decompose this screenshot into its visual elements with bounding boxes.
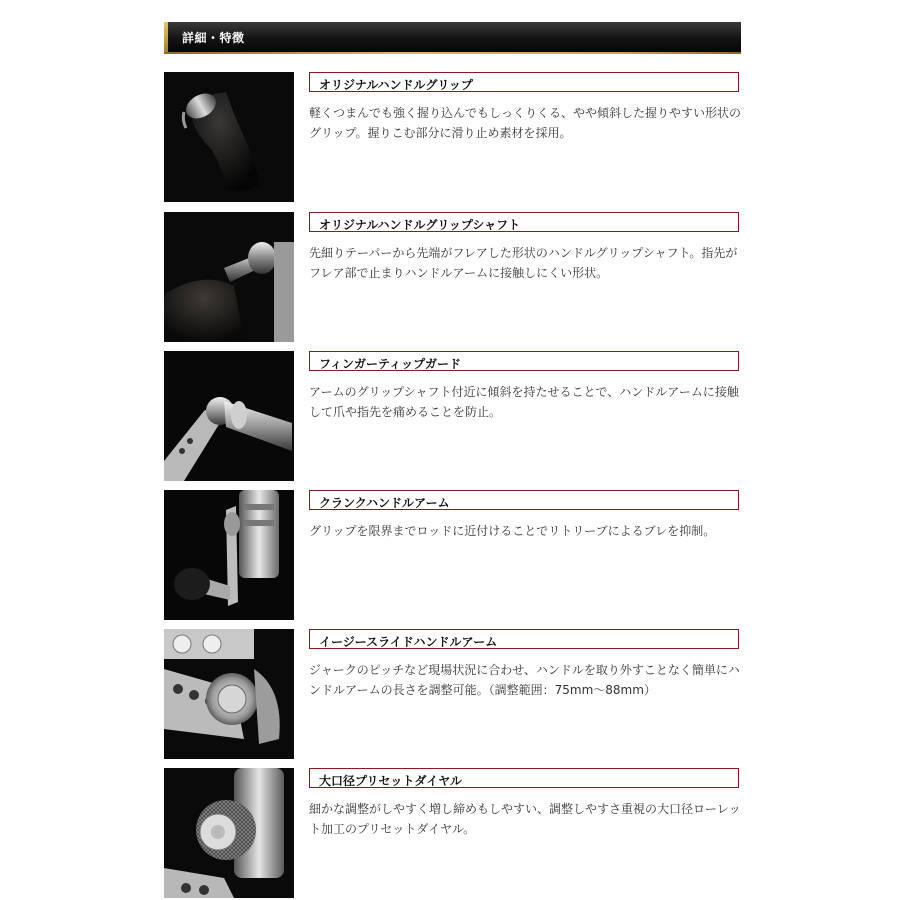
feature-title: フィンガーティップガード <box>309 351 739 371</box>
feature-description: ジャークのピッチなど現場状況に合わせ、ハンドルを取り外すことなく簡単にハンドルアームの長さを調整可能。（調整範囲：75mm～88mm） <box>309 663 740 697</box>
feature-title: オリジナルハンドルグリップシャフト <box>309 212 739 232</box>
feature-description: グリップを限界までロッドに近付けることでリトリーブによるブレを抑制。 <box>309 524 716 538</box>
feature-title: オリジナルハンドルグリップ <box>309 72 739 92</box>
feature-item-finger-tip-guard <box>164 351 741 481</box>
section-header <box>164 22 741 52</box>
feature-photo-finger-tip-guard <box>164 351 294 481</box>
feature-title: イージースライドハンドルアーム <box>309 629 739 649</box>
feature-description: 軽くつまんでも強く握り込んでもしっくりくる、やや傾斜した握りやすい形状のグリップ。握りこむ部分に滑り止め素材を採用。 <box>309 106 742 140</box>
feature-photo-easy-slide-handle-arm <box>164 629 294 759</box>
feature-item-easy-slide-handle-arm <box>164 629 741 759</box>
feature-photo-preset-dial <box>164 768 294 898</box>
feature-item-crank-handle-arm <box>164 490 741 620</box>
feature-photo-crank-handle-arm <box>164 490 294 620</box>
feature-description: 細かな調整がしやすく増し締めもしやすい、調整しやすさ重視の大口径ローレット加工のプリセットダイヤル。 <box>309 802 741 836</box>
feature-description: アームのグリップシャフト付近に傾斜を持たせることで、ハンドルアームに接触して爪や指先を痛めることを防止。 <box>309 385 739 419</box>
feature-photo-grip <box>164 72 294 202</box>
section-title: 詳細・特徴 <box>182 31 245 45</box>
feature-item-grip-shaft <box>164 212 741 342</box>
feature-description: 先細りテーパーから先端がフレアした形状のハンドルグリップシャフト。指先がフレア部で止まりハンドルアームに接触しにくい形状。 <box>309 246 738 280</box>
feature-item-preset-dial <box>164 768 741 898</box>
feature-title: クランクハンドルアーム <box>309 490 739 510</box>
feature-photo-grip-shaft <box>164 212 294 342</box>
feature-title: 大口径プリセットダイヤル <box>309 768 739 788</box>
feature-item-grip <box>164 72 741 202</box>
